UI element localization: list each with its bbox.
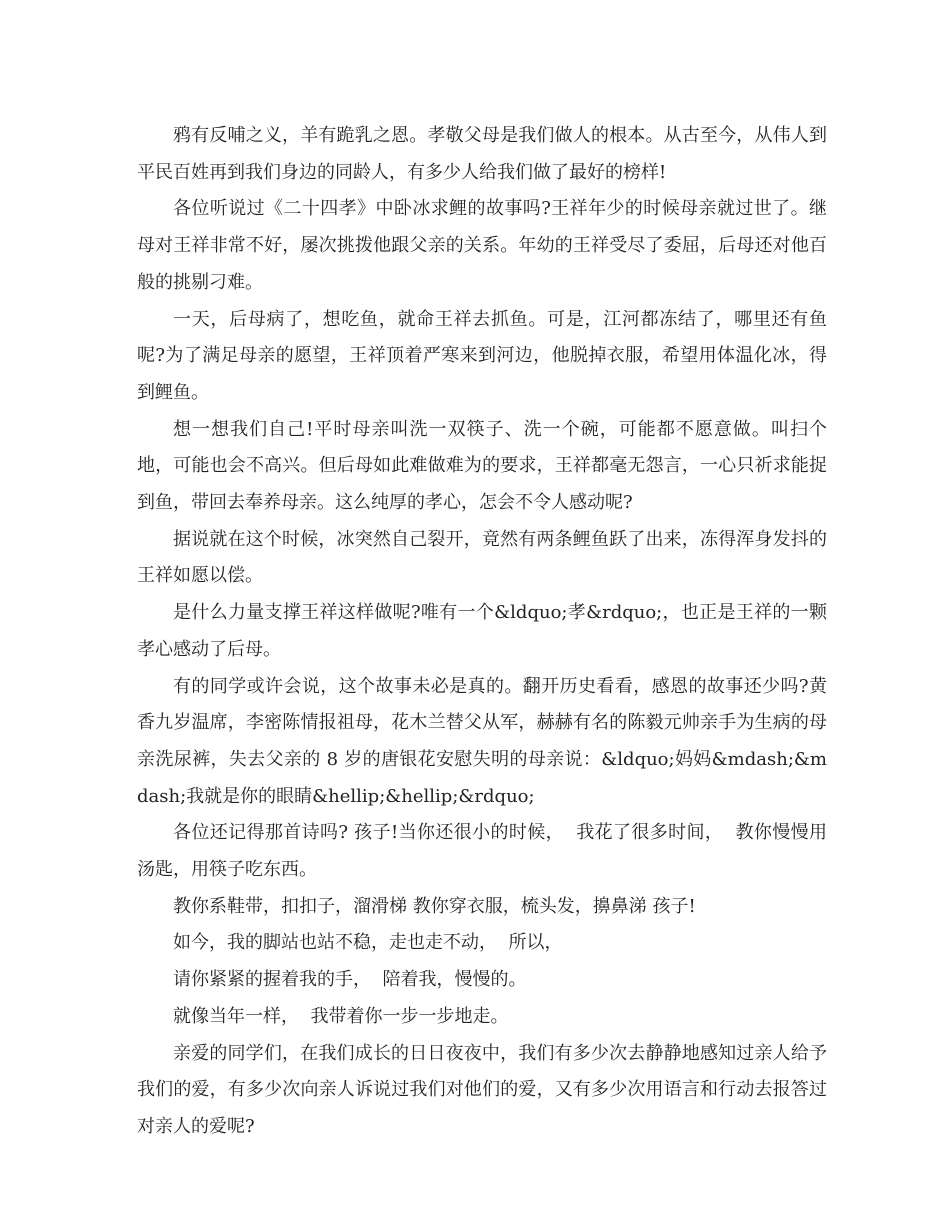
paragraph-8: 各位还记得那首诗吗? 孩子!当你还很小的时候， 我花了很多时间， 教你慢慢用汤匙，用筷子吃东西。 xyxy=(137,822,827,881)
paragraph-4: 想一想我们自己!平时母亲叫洗一双筷子、洗一个碗，可能都不愿意做。叫扫个地，可能也会不高兴。但后母如此难做难为的要求，王祥都毫无怨言，一心只祈求能捉到鱼，带回去奉养母亲。这么纯厚的孝心，怎会不令人感动呢? xyxy=(137,418,827,514)
paragraph-11: 请你紧紧的握着我的手， 陪着我，慢慢的。 xyxy=(173,969,527,991)
paragraph-10: 如今，我的脚站也站不稳，走也走不动， 所以， xyxy=(173,932,563,954)
paragraph-6: 是什么力量支撑王祥这样做呢?唯有一个&ldquo;孝&rdquo;，也正是王祥的一颗孝心感动了后母。 xyxy=(137,602,827,660)
paragraph-3: 一天，后母病了，想吃鱼，就命王祥去抓鱼。可是，江河都冻结了，哪里还有鱼呢?为了满足母亲的愿望，王祥顶着严寒来到河边，他脱掉衣服，希望用体温化冰，得到鲤鱼。 xyxy=(137,308,827,403)
document-body xyxy=(137,118,827,1146)
paragraph-12: 就像当年一样， 我带着你一步一步地走。 xyxy=(173,1005,509,1027)
paragraph-9: 教你系鞋带，扣扣子，溜滑梯 教你穿衣服，梳头发，擤鼻涕 孩子! xyxy=(173,895,696,917)
paragraph-7: 有的同学或许会说，这个故事未必是真的。翻开历史看看，感恩的故事还少吗?黄香九岁温席，李密陈情报祖母，花木兰替父从军，赫赫有名的陈毅元帅亲手为生病的母亲洗尿裤，失去父亲的 8 岁的唐银花安慰失明的母亲说：&ldquo;妈妈&mdash;&mdash;我就是你的眼睛&hellip;&hellip;&rdquo; xyxy=(137,675,827,807)
paragraph-1: 鸦有反哺之义，羊有跪乳之恩。孝敬父母是我们做人的根本。从古至今，从伟人到平民百姓再到我们身边的同龄人，有多少人给我们做了最好的榜样! xyxy=(137,125,827,183)
paragraph-13: 亲爱的同学们，在我们成长的日日夜夜中，我们有多少次去静静地感知过亲人给予我们的爱，有多少次向亲人诉说过我们对他们的爱，又有多少次用语言和行动去报答过对亲人的爱呢? xyxy=(137,1042,827,1137)
paragraph-5: 据说就在这个时候，冰突然自己裂开，竟然有两条鲤鱼跃了出来，冻得浑身发抖的王祥如愿以偿。 xyxy=(137,528,827,587)
paragraph-2: 各位听说过《二十四孝》中卧冰求鲤的故事吗?王祥年少的时候母亲就过世了。继母对王祥非常不好，屡次挑拨他跟父亲的关系。年幼的王祥受尽了委屈，后母还对他百般的挑剔刁难。 xyxy=(137,198,827,293)
